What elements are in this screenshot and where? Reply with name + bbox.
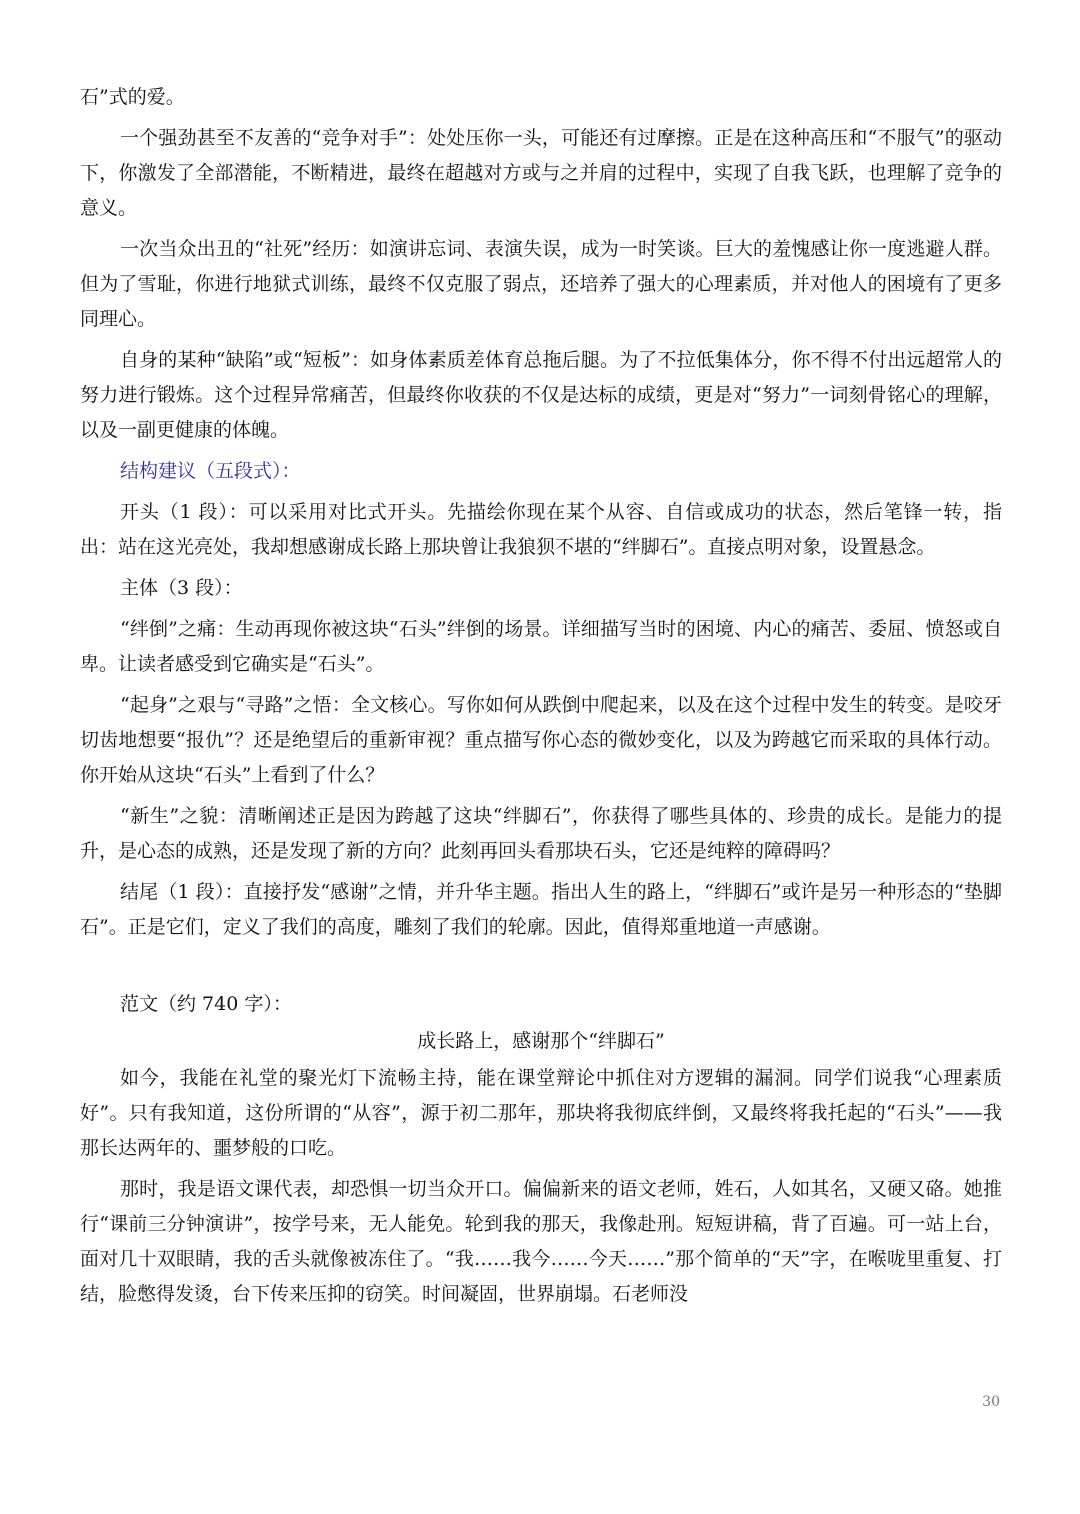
document-page: [80, 80, 1002, 1312]
structure-body-point-2: “起身”之艰与“寻路”之悟：全文核心。写你如何从跌倒中爬起来，以及在这个过程中发生的转变。是咬牙切齿地想要“报仇”？还是绝望后的重新审视？重点描写你心态的微妙变化，以及为跨越它而采取的具体行动。你开始从这块“石头”上看到了什么？: [80, 694, 1002, 786]
paragraph-competitor: 一个强劲甚至不友善的“竞争对手”：处处压你一头，可能还有过摩擦。正是在这种高压和“不服气”的驱动下，你激发了全部潜能，不断精进，最终在超越对方或与之并肩的过程中，实现了自我飞跃，也理解了竞争的意义。: [80, 127, 1002, 219]
paragraph-weakness: 自身的某种“缺陷”或“短板”：如身体素质差体育总拖后腿。为了不拉低集体分，你不得不付出远超常人的努力进行锻炼。这个过程异常痛苦，但最终你收获的不仅是达标的成绩，更是对“努力”一词刻骨铭心的理解，以及一副更健康的体魄。: [80, 349, 1002, 441]
sample-label: 范文（约 740 字）：: [120, 993, 292, 1015]
paragraph-embarrassment: 一次当众出丑的“社死”经历：如演讲忘词、表演失误，成为一时笑谈。巨大的羞愧感让你一度逃避人群。但为了雪耻，你进行地狱式训练，最终不仅克服了弱点，还培养了强大的心理素质，并对他人的困境有了更多同理心。: [80, 238, 1002, 330]
sample-title: 成长路上，感谢那个“绊脚石”: [417, 1030, 665, 1052]
structure-ending: 结尾（1 段）：直接抒发“感谢”之情，并升华主题。指出人生的路上，“绊脚石”或许是另一种形态的“垫脚石”。正是它们，定义了我们的高度，雕刻了我们的轮廓。因此，值得郑重地道一声感谢。: [80, 881, 1002, 938]
sample-paragraph-2: 那时，我是语文课代表，却恐惧一切当众开口。偏偏新来的语文老师，姓石，人如其名，又硬又硌。她推行“课前三分钟演讲”，按学号来，无人能免。轮到我的那天，我像赴刑。短短讲稿，背了百遍。可一站上台，面对几十双眼睛，我的舌头就像被冻住了。“我……我今……今天……”那个简单的“天”字，在喉咙里重复、打结，脸憋得发烫，台下传来压抑的窃笑。时间凝固，世界崩塌。石老师没: [80, 1178, 1002, 1305]
structure-heading: 结构建议（五段式）：: [120, 460, 301, 482]
page-number: 30: [982, 1394, 1000, 1410]
structure-body-point-1: “绊倒”之痛：生动再现你被这块“石头”绊倒的场景。详细描写当时的困境、内心的痛苦、委屈、愤怒或自卑。让读者感受到它确实是“石头”。: [80, 618, 1002, 675]
sample-paragraph-1: 如今，我能在礼堂的聚光灯下流畅主持，能在课堂辩论中抓住对方逻辑的漏洞。同学们说我“心理素质好”。只有我知道，这份所谓的“从容”，源于初二那年，那块将我彻底绊倒，又最终将我托起的“石头”——我那长达两年的、噩梦般的口吃。: [80, 1067, 1002, 1159]
structure-body-point-3: “新生”之貌：清晰阐述正是因为跨越了这块“绊脚石”，你获得了哪些具体的、珍贵的成长。是能力的提升，是心态的成熟，还是发现了新的方向？此刻再回头看那块石头，它还是纯粹的障碍吗？: [80, 805, 1002, 862]
paragraph-continuation: 石”式的爱。: [80, 86, 185, 108]
structure-opening: 开头（1 段）：可以采用对比式开头。先描绘你现在某个从容、自信或成功的状态，然后笔锋一转，指出：站在这光亮处，我却想感谢成长路上那块曾让我狼狈不堪的“绊脚石”。直接点明对象，设置悬念。: [80, 501, 1002, 558]
structure-body-label: 主体（3 段）：: [120, 577, 243, 599]
